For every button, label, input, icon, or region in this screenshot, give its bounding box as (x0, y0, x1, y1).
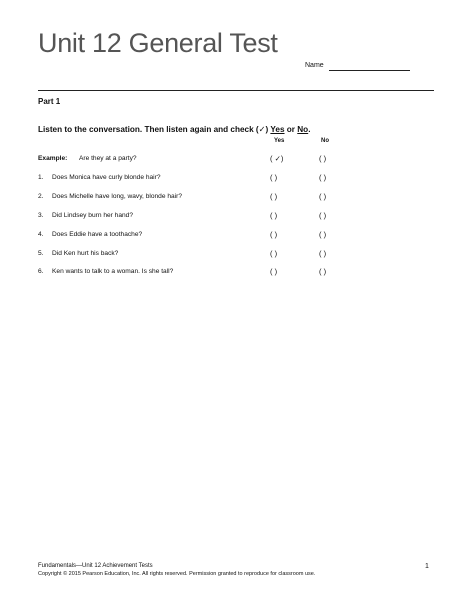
column-header-yes: Yes (274, 138, 285, 144)
question-number: 2. (38, 193, 44, 200)
page-number: 1 (425, 563, 429, 570)
question-row (38, 212, 358, 224)
question-text: Did Ken hurt his back? (52, 250, 119, 257)
yes-checkbox[interactable]: ( ) (270, 230, 278, 239)
yes-checkbox[interactable]: ( ) (270, 249, 278, 258)
name-label: Name (305, 62, 324, 69)
question-row (38, 268, 358, 280)
name-blank-line[interactable] (329, 70, 410, 71)
part-heading: Part 1 (38, 97, 61, 106)
yes-checkbox[interactable]: ( ) (270, 192, 278, 201)
header-divider (38, 90, 434, 91)
page-title: Unit 12 General Test (38, 28, 278, 58)
instructions-end: . (308, 125, 311, 134)
question-text: Did Lindsey burn her hand? (52, 212, 134, 219)
question-number: 6. (38, 268, 44, 275)
instructions-yes: Yes (270, 125, 285, 134)
no-checkbox[interactable]: ( ) (319, 267, 327, 276)
no-checkbox[interactable]: ( ) (319, 230, 327, 239)
no-checkbox[interactable]: ( ) (319, 211, 327, 220)
no-checkbox[interactable]: ( ) (319, 192, 327, 201)
question-text: Does Eddie have a toothache? (52, 231, 143, 238)
example-label: Example: (38, 155, 68, 162)
example-row (38, 155, 358, 167)
column-header-no: No (321, 138, 329, 144)
example-yes-checkbox: ( ✓) (270, 154, 284, 163)
footer-source: Fundamentals—Unit 12 Achievement Tests (38, 563, 153, 569)
question-text: Ken wants to talk to a woman. Is she tall? (52, 268, 174, 275)
example-question: Are they at a party? (79, 155, 137, 162)
no-checkbox[interactable]: ( ) (319, 173, 327, 182)
footer-copyright: Copyright © 2015 Pearson Education, Inc. All rights reserved. Permission granted to reproduce for classroom use. (38, 571, 316, 577)
instructions-no: No (297, 125, 309, 134)
question-row (38, 250, 358, 262)
instructions-or: or (284, 125, 298, 134)
no-checkbox[interactable]: ( ) (319, 249, 327, 258)
question-row (38, 174, 358, 186)
question-text: Does Michelle have long, wavy, blonde hair? (52, 193, 182, 200)
question-number: 4. (38, 231, 44, 238)
instructions-text-middle: ) (265, 125, 271, 134)
yes-checkbox[interactable]: ( ) (270, 267, 278, 276)
question-text: Does Monica have curly blonde hair? (52, 174, 161, 181)
question-row (38, 231, 358, 243)
instructions-text: Listen to the conversation. Then listen again and check ( (38, 125, 259, 134)
question-number: 5. (38, 250, 44, 257)
question-number: 1. (38, 174, 44, 181)
question-row (38, 193, 358, 205)
yes-checkbox[interactable]: ( ) (270, 173, 278, 182)
question-number: 3. (38, 212, 44, 219)
check-mark-icon: ✓ (258, 125, 266, 134)
instructions (38, 124, 310, 134)
yes-checkbox[interactable]: ( ) (270, 211, 278, 220)
example-no-checkbox: ( ) (319, 154, 327, 163)
